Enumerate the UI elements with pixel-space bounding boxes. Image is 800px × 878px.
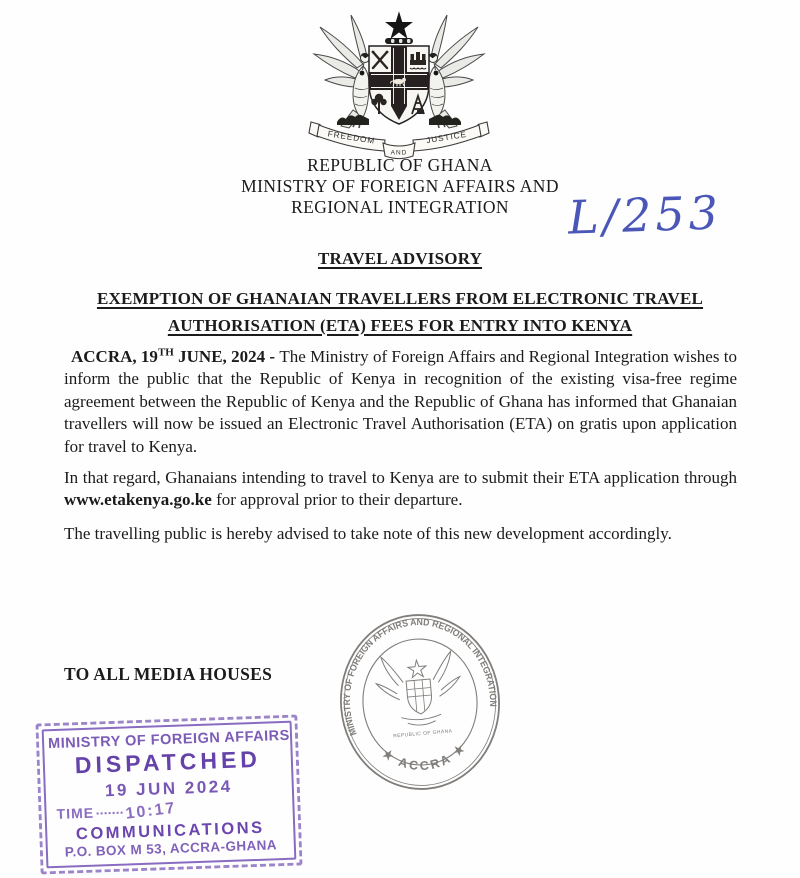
heading-line-1: EXEMPTION OF GHANAIAN TRAVELLERS FROM ELECTRONIC TRAVEL [96, 289, 704, 308]
ghana-coat-of-arms [304, 10, 494, 160]
ministry-line-2: REGIONAL INTEGRATION [291, 197, 509, 217]
republic-line: REPUBLIC OF GHANA [307, 155, 493, 175]
stamp-time-label: TIME [56, 804, 95, 822]
seal-ring-text: MINISTRY OF FOREIGN AFFAIRS AND REGIONAL INTEGRATION [340, 616, 500, 738]
eagle-supporter-right [424, 15, 485, 128]
heading-line-2: AUTHORISATION (ETA) FEES FOR ENTRY INTO KENYA [167, 315, 633, 335]
paragraph-2-after: for approval prior to their departure. [211, 490, 463, 510]
seal-mini-arms [374, 651, 464, 729]
stamp-dispatched-label: DISPATCHED [74, 745, 262, 779]
paragraph-1 [64, 346, 737, 458]
black-star-icon [387, 13, 412, 38]
ground-left [337, 115, 369, 125]
paragraph-1-text: The Ministry of Foreign Affairs and Regional Integration wishes to inform the public that the Republic of Kenya in recognition of the existing visa-free regime agreement between the Republic of Kenya and the Republic of Ghana has informed that Ghanaian travellers will now be issued an Electronic Travel Authorisation (ETA) on gratis upon application for travel to Kenya. [64, 347, 737, 456]
dispatched-stamp-inner [42, 721, 297, 869]
stamp-ministry-line: MINISTRY OF FOREIGN AFFAIRS [47, 727, 291, 753]
paragraph-2 [64, 467, 737, 512]
stamp-time-dots [97, 812, 123, 815]
ground-right [429, 115, 461, 125]
stamp-time-value: 10:17 [125, 799, 178, 823]
motto-freedom: FREEDOM [327, 129, 376, 146]
advisory-title [0, 249, 800, 269]
main-heading [0, 286, 800, 339]
dateline: ACCRA, 19 [71, 347, 158, 366]
stamp-communications-line: COMMUNICATIONS [75, 818, 265, 844]
seal-bottom-text: ★ ACCRA ★ [379, 739, 470, 774]
paragraph-3: The travelling public is hereby advised to take note of this new development accordingly. [64, 524, 672, 543]
stamp-address-line: P.O. BOX M 53, ACCRA-GHANA [64, 837, 278, 860]
dateline-rest: JUNE, 2024 - [173, 347, 280, 366]
paragraph-2-before: In that regard, Ghanaians intending to travel to Kenya are to submit their ETA application through [64, 468, 737, 487]
ministry-line-1: MINISTRY OF FOREIGN AFFAIRS AND [241, 176, 559, 196]
eta-website: www.etakenya.go.ke [64, 490, 212, 510]
motto-and: AND [390, 149, 408, 157]
dispatched-stamp [35, 714, 302, 874]
handwritten-reference: L/253 [567, 185, 723, 245]
seal-center-caption: REPUBLIC OF GHANA [392, 728, 453, 740]
motto-justice: JUSTICE [425, 129, 468, 146]
svg-text:★ ACCRA ★ [379, 739, 472, 777]
recipient-line: TO ALL MEDIA HOUSES [64, 664, 273, 684]
stamp-date: 19 JUN 2024 [104, 776, 233, 801]
advisory-title-text: TRAVEL ADVISORY [317, 249, 483, 268]
eagle-supporter-left [314, 15, 375, 128]
dateline-ordinal: TH [157, 346, 174, 359]
ministry-round-seal [328, 603, 511, 801]
